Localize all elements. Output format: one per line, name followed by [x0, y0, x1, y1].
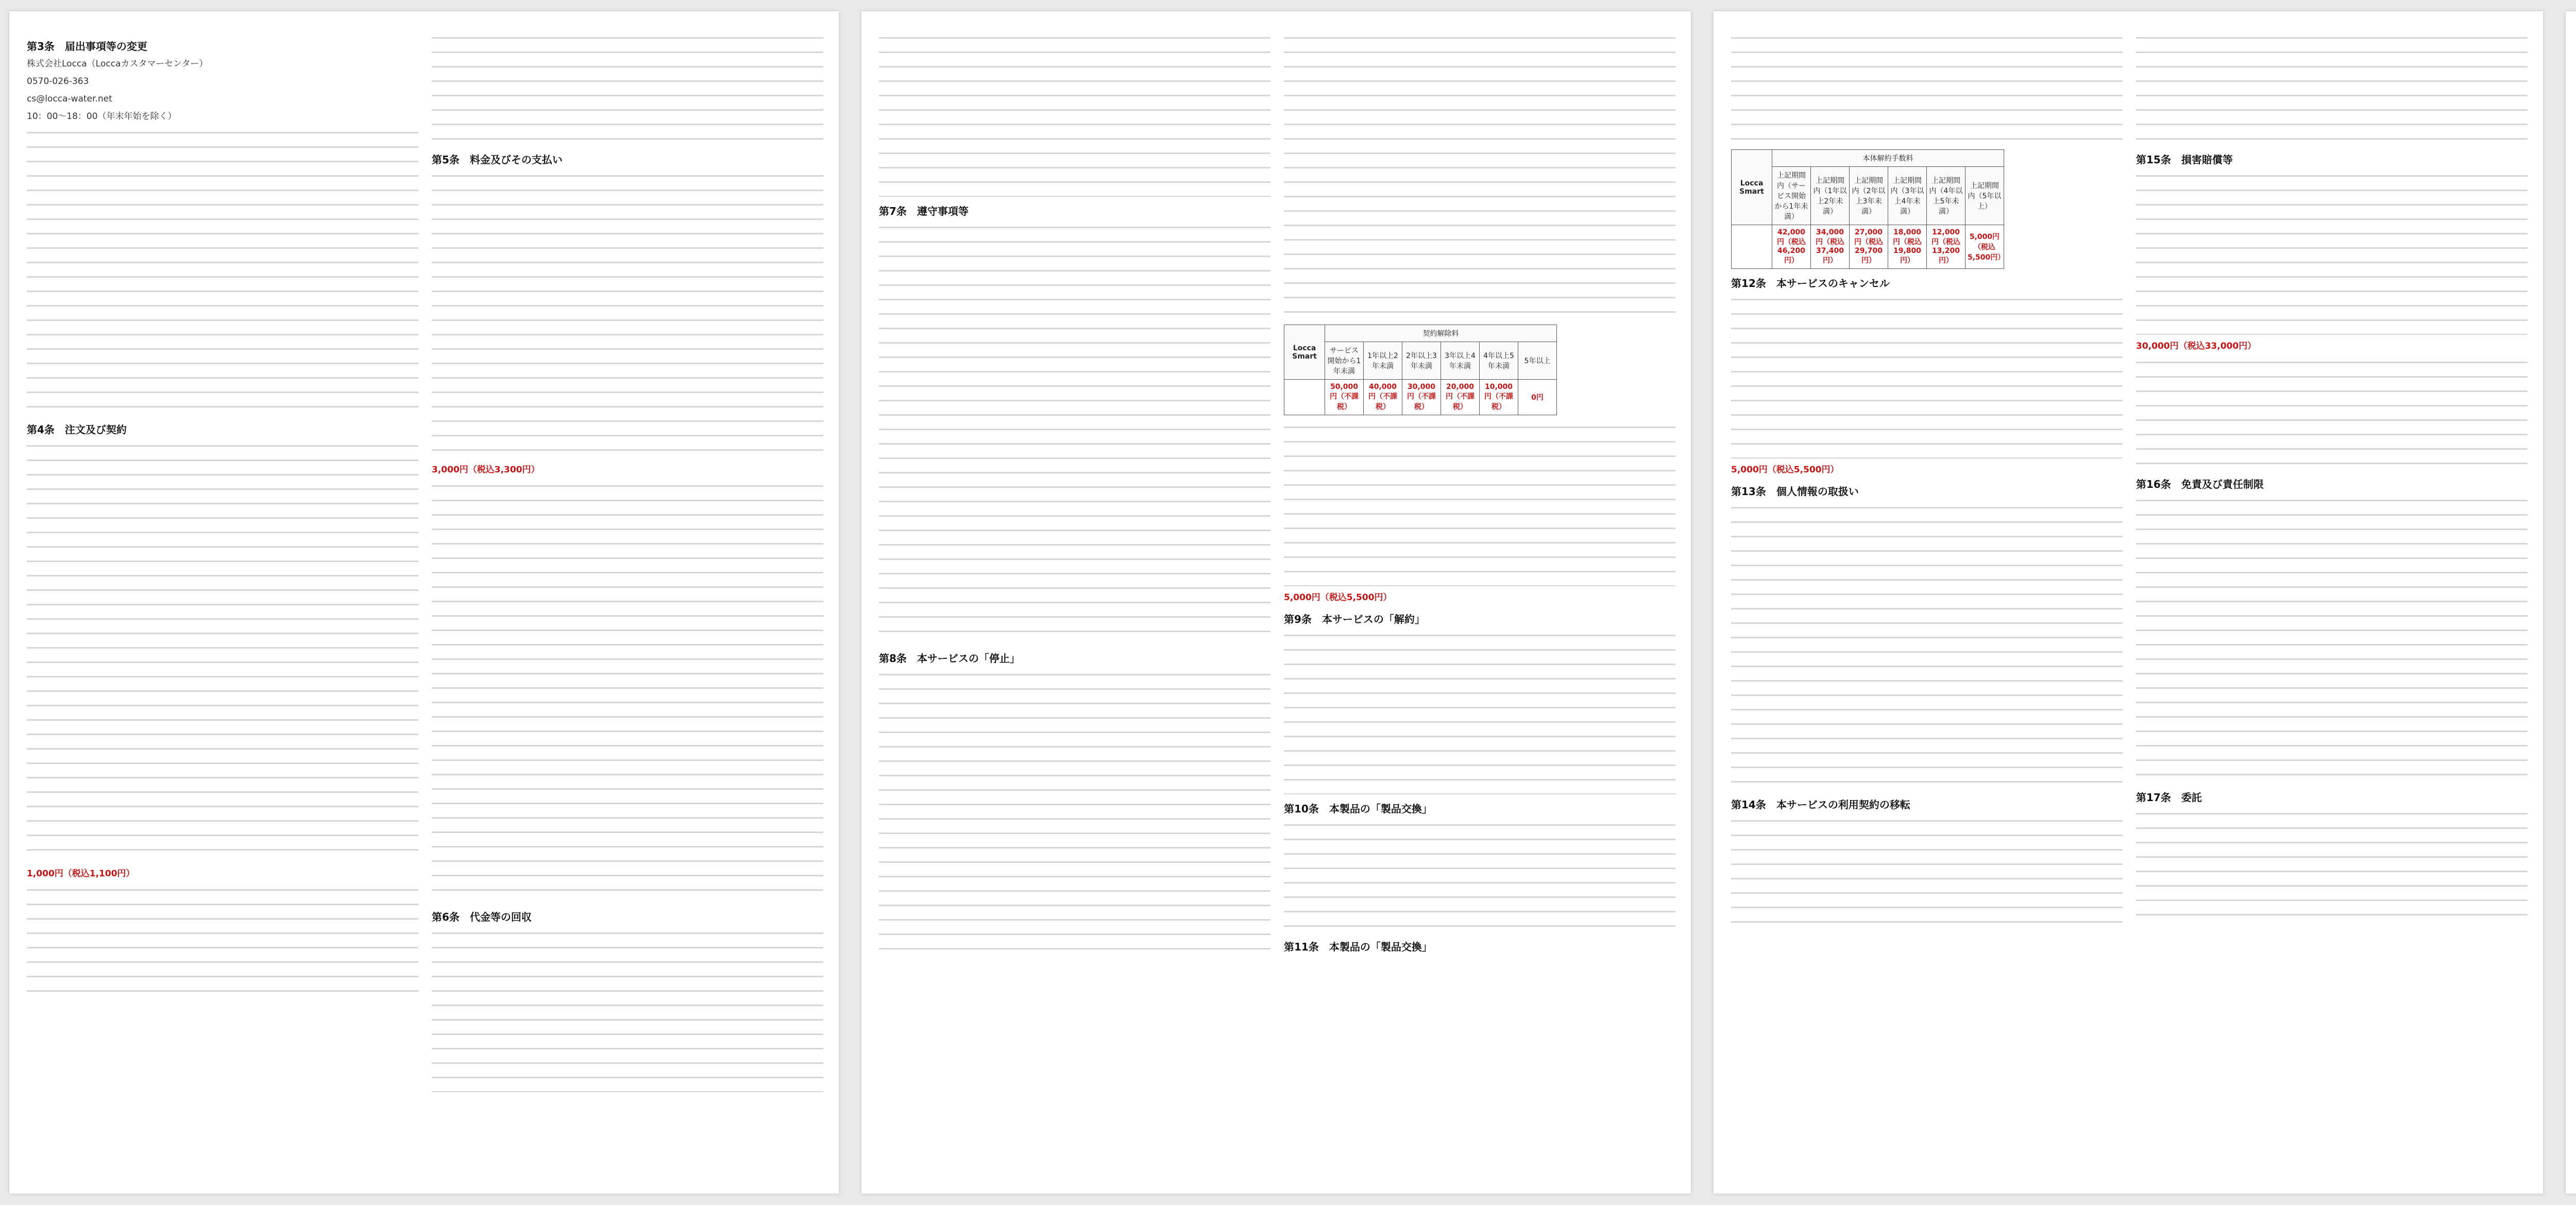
section-heading: 第5条 料金及びその支払い	[432, 154, 563, 166]
table-value-cell: 18,000円（税込19,800円）	[1888, 225, 1927, 269]
table-value-cell: 42,000円（税込46,200円）	[1772, 225, 1811, 269]
page3-column-left	[1731, 32, 2123, 1173]
table-product-label: Locca Smart	[1284, 325, 1325, 380]
table-header-cell: 上記期間内（サービス開始から1年未満）	[1772, 167, 1811, 225]
table-value-cell: 27,000円（税込29,700円）	[1850, 225, 1888, 269]
cancellation-fee-table	[1284, 325, 1557, 415]
body-text-block	[879, 222, 1270, 644]
section-heading: 第15条 損害賠償等	[2136, 154, 2233, 166]
body-text-block	[432, 480, 823, 903]
body-text-block	[2136, 170, 2528, 335]
table-value-cell: 34,000円（税込37,400円）	[1811, 225, 1850, 269]
table-product-label: Locca Smart	[1732, 150, 1772, 225]
page2-column-left	[879, 32, 1270, 1173]
termination-fee-table	[1731, 149, 2004, 269]
section-heading: 第11条 本製品の「製品交換」	[1284, 941, 1432, 953]
fee-highlight: 30,000円（税込33,000円）	[2136, 341, 2257, 351]
page-3	[1714, 11, 2543, 1194]
table-header-cell: 上記期間内（5年以上）	[1965, 167, 2004, 225]
body-text-block	[2136, 357, 2528, 470]
table-spacer	[1284, 380, 1325, 415]
body-text-block	[1284, 630, 1675, 794]
table-header-cell: 1年以上2年未満	[1364, 342, 1402, 380]
table-value-cell: 50,000円（不課税）	[1325, 380, 1364, 415]
body-text-block	[27, 884, 418, 997]
table-header-cell: 2年以上3年未満	[1402, 342, 1441, 380]
page-1	[9, 11, 839, 1194]
table-value-cell: 20,000円（不課税）	[1441, 380, 1480, 415]
page3-column-right	[2136, 32, 2528, 1173]
body-text-block	[2136, 32, 2528, 145]
table-value-cell: 12,000円（税込13,200円）	[1927, 225, 1965, 269]
section-heading: 第13条 個人情報の取扱い	[1731, 485, 1859, 498]
table-header-cell: 上記期間内（3年以上4年未満）	[1888, 167, 1927, 225]
page-2	[861, 11, 1691, 1194]
fee-highlight: 5,000円（税込5,500円）	[1731, 465, 1839, 475]
body-text-block	[27, 127, 418, 415]
body-text-block	[432, 927, 823, 1092]
fee-highlight: 3,000円（税込3,300円）	[432, 465, 540, 475]
section-heading: 第6条 代金等の回収	[432, 911, 532, 923]
body-text-block	[27, 440, 418, 862]
section-heading: 第4条 注文及び契約	[27, 423, 127, 436]
body-text-block	[2136, 808, 2528, 921]
body-text-block	[432, 32, 823, 145]
body-text-block	[879, 669, 1270, 957]
section-heading: 第14条 本サービスの利用契約の移転	[1731, 799, 1910, 811]
table-header-cell: 5年以上	[1518, 342, 1557, 380]
table-header-cell: 上記期間内（1年以上2年未満）	[1811, 167, 1850, 225]
contact-hours: 10：00～18：00（年末年始を除く）	[27, 111, 177, 122]
contact-phone: 0570-026-363	[27, 76, 89, 87]
body-text-block	[1284, 32, 1675, 320]
table-header-cell: 4年以上5年未満	[1480, 342, 1518, 380]
section-heading: 第7条 遵守事項等	[879, 205, 969, 217]
page1-column-left	[27, 32, 418, 1173]
section-heading: 第8条 本サービスの「停止」	[879, 652, 1020, 665]
section-heading: 第12条 本サービスのキャンセル	[1731, 277, 1890, 290]
body-text-block	[879, 32, 1270, 197]
table-value-cell: 5,000円（税込5,500円）	[1965, 225, 2004, 269]
table-title: 本体解約手数料	[1772, 150, 2004, 167]
contact-name: 株式会社Locca（Loccaカスタマーセンター）	[27, 59, 208, 69]
page-4	[2566, 11, 2576, 1194]
table-value-cell: 0円	[1518, 380, 1557, 415]
fee-highlight: 1,000円（税込1,100円）	[27, 869, 135, 879]
fee-highlight: 5,000円（税込5,500円）	[1284, 592, 1392, 603]
page1-column-right	[432, 32, 823, 1173]
table-value-cell: 40,000円（不課税）	[1364, 380, 1402, 415]
table-header-cell: 上記期間内（2年以上3年未満）	[1850, 167, 1888, 225]
table-header-cell: 上記期間内（4年以上5年未満）	[1927, 167, 1965, 225]
table-value-cell: 10,000円（不課税）	[1480, 380, 1518, 415]
section-heading: 第16条 免責及び責任制限	[2136, 478, 2264, 490]
table-title: 契約解除料	[1325, 325, 1557, 342]
table-value-cell: 30,000円（不課税）	[1402, 380, 1441, 415]
page2-column-right	[1284, 32, 1675, 1173]
body-text-block	[1731, 294, 2123, 459]
body-text-block	[1284, 421, 1675, 586]
body-text-block	[432, 170, 823, 459]
body-text-block	[1284, 819, 1675, 932]
body-text-block	[2136, 495, 2528, 783]
section-heading: 第17条 委託	[2136, 791, 2202, 804]
table-header-cell: サービス開始から1年未満	[1325, 342, 1364, 380]
section-heading: 第3条 届出事項等の変更	[27, 40, 147, 53]
section-heading: 第9条 本サービスの「解約」	[1284, 613, 1425, 625]
section-heading: 第10条 本製品の「製品交換」	[1284, 803, 1432, 815]
table-spacer	[1732, 225, 1772, 269]
contact-mail: cs@locca-water.net	[27, 94, 112, 104]
body-text-block	[1731, 32, 2123, 145]
body-text-block	[1731, 502, 2123, 790]
table-header-cell: 3年以上4年未満	[1441, 342, 1480, 380]
body-text-block	[1731, 815, 2123, 928]
